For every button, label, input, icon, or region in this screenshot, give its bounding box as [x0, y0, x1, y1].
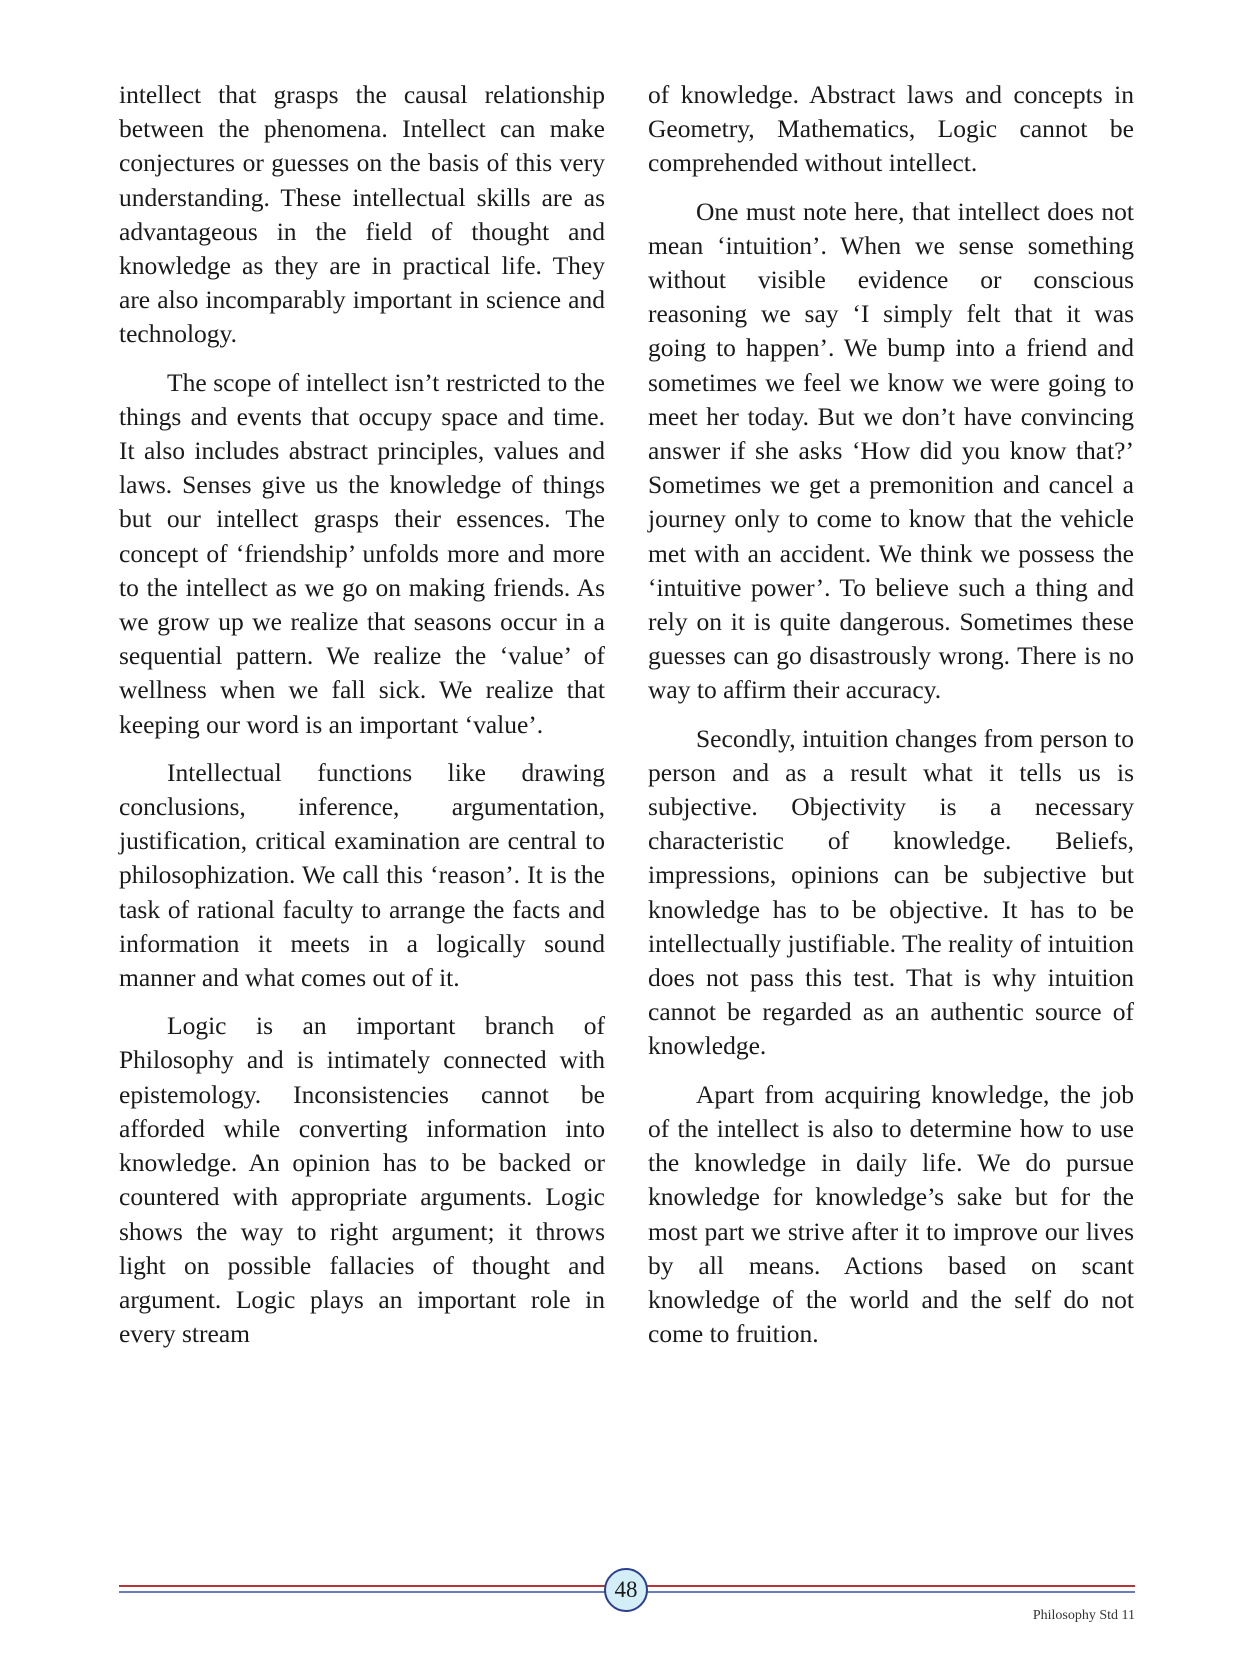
paragraph-continued: of knowledge. Abstract laws and concepts in Geometry, Mathematics, Logic cannot be comprehended without intellect. [648, 80, 1134, 178]
paragraph-continued: intellect that grasps the causal relationship between the phenomena. Intellect can make conjectures or guesses on the basis of this very understanding. These intellectual skills are as advantageous in the field of thought and knowledge as they are in practical life. They are also incomparably important in science and technology. [119, 80, 605, 349]
paragraph-scope-of-intellect: The scope of intellect isn’t restricted to the things and events that occupy space and time. It also includes abstract principles, values and laws. Senses give us the knowledge of things but our intellect grasps their essences. The concept of ‘friendship’ unfolds more and more to the intellect as we go on making friends. As we grow up we realize that seasons occur in a sequential pattern. We realize the ‘value’ of wellness when we fall sick. We realize that keeping our word is an important ‘value’. [119, 367, 605, 739]
left-column [119, 78, 605, 1365]
page-footer [119, 1568, 1135, 1623]
paragraph-logic: Logic is an important branch of Philosophy and is intimately connected with epistemology. Inconsistencies cannot be afforded while converting information into knowledge. An opinion has to be backed or countered with appropriate arguments. Logic shows the way to right argument; it throws light on possible fallacies of thought and argument. Logic plays an important role in every stream [119, 1011, 605, 1349]
paragraph-intuition: One must note here, that intellect does not mean ‘intuition’. When we sense something without visible evidence or conscious reasoning we say ‘I simply felt that it was going to happen’. We bump into a friend and sometimes we feel we know we were going to meet her today. But we don’t have convincing answer if she asks ‘How did you know that?’ Sometimes we get a premonition and cancel a journey only to come to know that the vehicle met with an accident. We think we possess the ‘intuitive power’. To believe such a thing and rely on it is quite dangerous. Sometimes these guesses can go disastrously wrong. There is no way to affirm their accuracy. [648, 196, 1134, 705]
paragraph-subjectivity: Secondly, intuition changes from person to person and as a result what it tells us is subjective. Objectivity is a necessary characteristic of knowledge. Beliefs, impressions, opinions can be subjective but knowledge has to be objective. It has to be intellectually justifiable. The reality of intuition does not pass this test. That is why intuition cannot be regarded as an authentic source of knowledge. [648, 723, 1134, 1061]
page-number-badge: 48 [604, 1568, 648, 1612]
paragraph-applying-knowledge: Apart from acquiring knowledge, the job of the intellect is also to determine how to use the knowledge in daily life. We do pursue knowledge for knowledge’s sake but for the most part we strive after it to improve our lives by all means. Actions based on scant knowledge of the world and the self do not come to fruition. [648, 1079, 1134, 1349]
right-column [648, 78, 1134, 1365]
book-title: Philosophy Std 11 [1032, 1608, 1135, 1623]
paragraph-intellectual-functions: Intellectual functions like drawing conclusions, inference, argumentation, justification, critical examination are central to philosophization. We call this ‘reason’. It is the task of rational faculty to arrange the facts and information it meets in a logically sound manner and what comes out of it. [119, 757, 605, 993]
